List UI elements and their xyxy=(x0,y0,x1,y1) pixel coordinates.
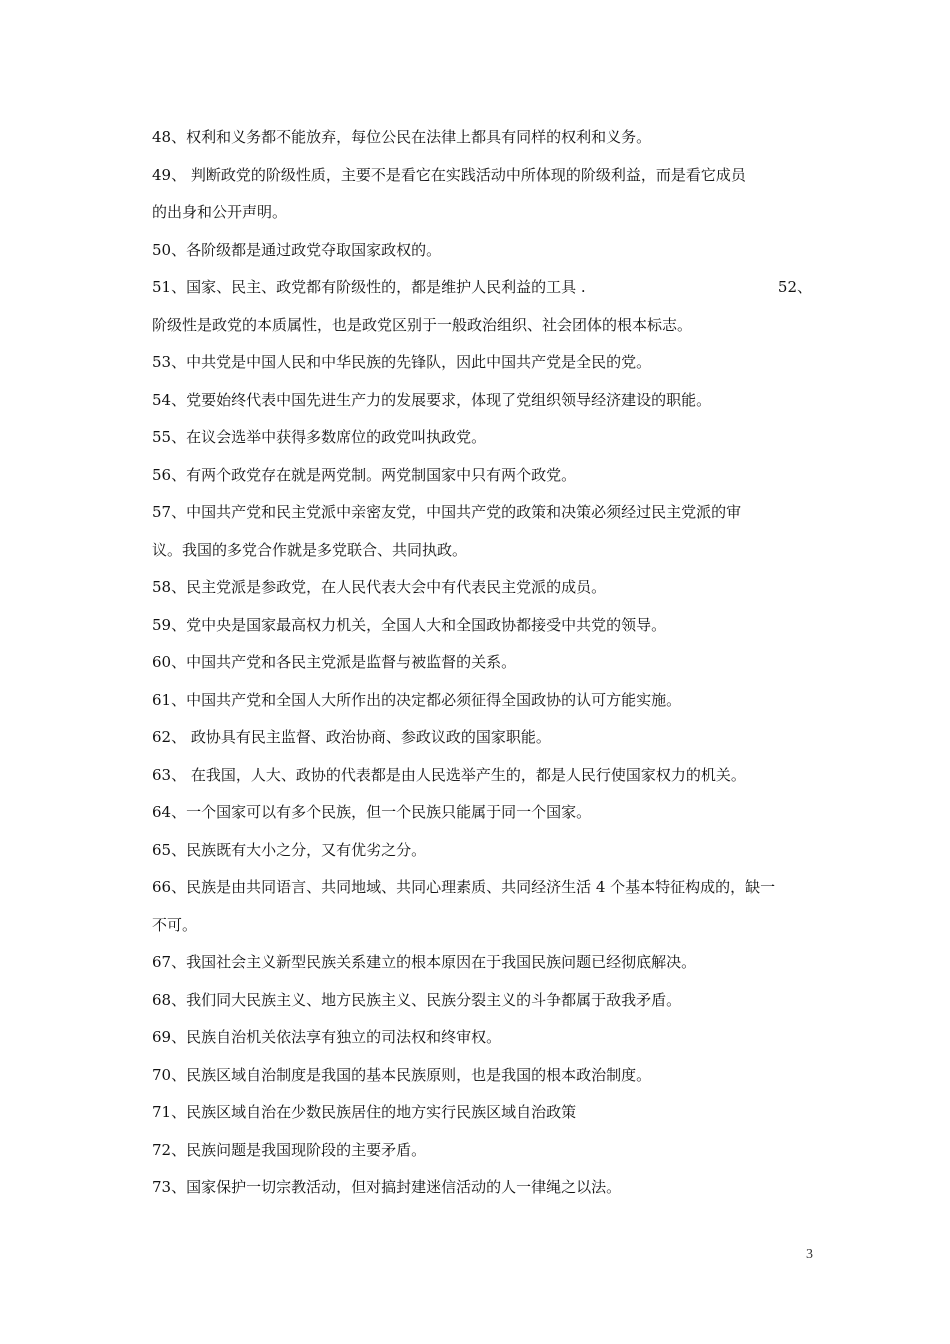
text-line: 议。我国的多党合作就是多党联合、共同执政。 xyxy=(152,540,468,559)
text-line: 69、民族自治机关依法享有独立的司法权和终审权。 xyxy=(152,1028,502,1046)
text-line: 55、在议会选举中获得多数席位的政党叫执政党。 xyxy=(152,428,487,446)
page-number: 3 xyxy=(806,1247,813,1262)
text-line: 56、有两个政党存在就是两党制。两党制国家中只有两个政党。 xyxy=(152,465,577,484)
document-body xyxy=(152,119,812,1207)
text-line: 57、中国共产党和民主党派中亲密友党，中国共产党的政策和决策必须经过民主党派的审 xyxy=(152,503,742,521)
text-line: 63、 在我国，人大、政协的代表都是由人民选举产生的，都是人民行使国家权力的机关。 xyxy=(152,765,746,784)
text-line: 65、民族既有大小之分，又有优劣之分。 xyxy=(152,840,427,859)
text-line: 58、民主党派是参政党，在人民代表大会中有代表民主党派的成员。 xyxy=(152,578,607,596)
text-line: 60、中国共产党和各民主党派是监督与被监督的关系。 xyxy=(152,653,517,671)
text-line: 64、一个国家可以有多个民族，但一个民族只能属于同一个国家。 xyxy=(152,803,592,821)
text-line: 62、 政协具有民主监督、政治协商、参政议政的国家职能。 xyxy=(152,728,551,746)
text-line: 73、国家保护一切宗教活动，但对搞封建迷信活动的人一律绳之以法。 xyxy=(152,1178,622,1196)
text-line: 49、 判断政党的阶级性质，主要不是看它在实践活动中所体现的阶级利益，而是看它成员 xyxy=(152,165,746,184)
text-line: 67、我国社会主义新型民族关系建立的根本原因在于我国民族问题已经彻底解决。 xyxy=(152,953,697,971)
text-line: 50、各阶级都是通过政党夺取国家政权的。 xyxy=(152,240,442,259)
text-line: 48、权利和义务都不能放弃，每位公民在法律上都具有同样的权利和义务。 xyxy=(152,128,652,146)
text-line: 66、民族是由共同语言、共同地域、共同心理素质、共同经济生活 4 个基本特征构成的，缺一 xyxy=(152,878,776,896)
text-line: 59、党中央是国家最高权力机关，全国人大和全国政协都接受中共党的领导。 xyxy=(152,615,667,634)
text-line-left: 51、国家、民主、政党都有阶级性的，都是维护人民利益的工具 . xyxy=(152,278,586,296)
text-line: 68、我们同大民族主义、地方民族主义、民族分裂主义的斗争都属于敌我矛盾。 xyxy=(152,990,682,1009)
text-line: 61、中国共产党和全国人大所作出的决定都必须征得全国政协的认可方能实施。 xyxy=(152,690,682,709)
text-line: 的出身和公开声明。 xyxy=(152,203,288,221)
text-line: 53、中共党是中国人民和中华民族的先锋队，因此中国共产党是全民的党。 xyxy=(152,353,652,371)
text-line: 不可。 xyxy=(152,915,198,934)
text-line xyxy=(152,269,812,307)
text-line: 72、民族问题是我国现阶段的主要矛盾。 xyxy=(152,1140,427,1159)
text-line: 71、民族区域自治在少数民族居住的地方实行民族区域自治政策 xyxy=(152,1103,577,1121)
text-line: 54、党要始终代表中国先进生产力的发展要求，体现了党组织领导经济建设的职能。 xyxy=(152,390,712,409)
text-line: 70、民族区域自治制度是我国的基本民族原则，也是我国的根本政治制度。 xyxy=(152,1065,652,1084)
text-line-right: 52、 xyxy=(777,278,812,296)
text-line: 阶级性是政党的本质属性，也是政党区别于一般政治组织、社会团体的根本标志。 xyxy=(152,315,693,334)
